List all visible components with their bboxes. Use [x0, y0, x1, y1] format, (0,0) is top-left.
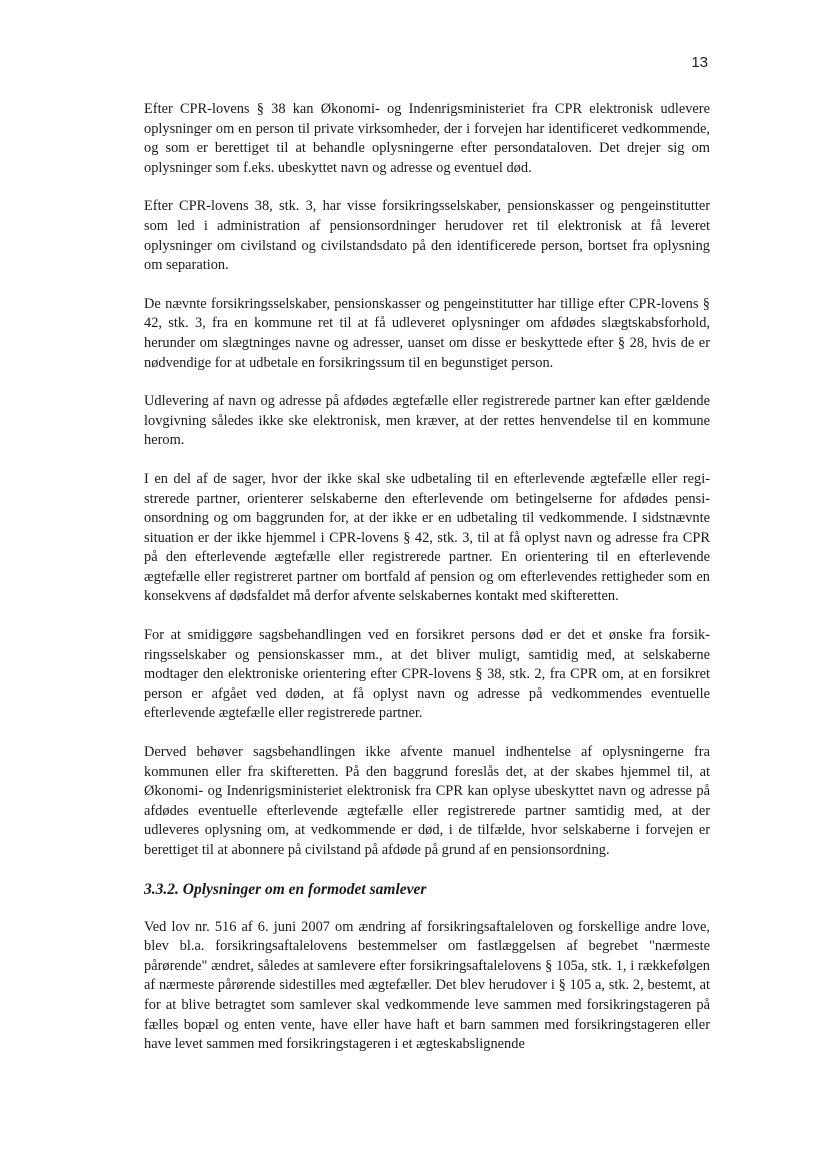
paragraph-cpr-42: De nævnte forsikringsselskaber, pensionskasser og pengeinstitutter har tillige efter CPR-lovens § 42, stk. 3, fra en kommune ret til at få udleveret oplysninger om afdødes slægtskabsforhold, herunder om slægtninges navne og adresser, uanset om disse er beskyttede efter § 28, hvis de er nødvendige for at udbetale en forsikringssum til en begunstiget person.: [144, 295, 710, 371]
page-body: [144, 100, 710, 1074]
paragraph-cpr-38: Efter CPR-lovens § 38 kan Økonomi- og Indenrigsministeriet fra CPR elektronisk udlevere oplysninger om en person til private virksomheder, der i forvejen har identificeret vedkommende, og som er berettiget til at behandle oplysningerne efter persondataloven. Det drejer sig om oplysninger som f.eks. ubeskyttet navn og adresse og eventuel død.: [144, 101, 710, 176]
paragraph-hjemmel: Derved behøver sagsbehandlingen ikke afvente manuel indhentelse af oplysningerne fra kommunen eller fra skifteretten. På den baggrund foreslås det, at der skabes hjemmel til, at Økonomi- og Indenrigsministeriet elektronisk fra CPR kan oplyse ubeskyttet navn og adresse på afdødes eventuelle efterlevende ægtefælle eller registrerede partner samtidig med, at der udleveres oplysning om, at vedkommende er død, i de tilfælde, hvor selskaberne i forvejen er berettiget til at abonnere på civilstand på afdøde på grund af en pensionsordning.: [144, 744, 710, 858]
paragraph-cpr-38-stk3: Efter CPR-lovens 38, stk. 3, har visse forsikringsselskaber, pensionskasser og pengeinstitutter som led i administration af pensionsordninger herudover ret til elektronisk at få leveret oplysninger om civilstand og civilstandsdato på den identificerede person, bortset fra oplysning om separation.: [144, 198, 710, 274]
section-heading: 3.3.2. Oplysninger om en formodet samlever: [144, 880, 427, 898]
page-number: 13: [691, 54, 708, 71]
paragraph-samlever: Ved lov nr. 516 af 6. juni 2007 om ændring af forsikringsaftaleloven og forskellige andre love, blev bl.a. forsikringsaftalelovens bestemmelser om fastlæggelsen af begrebet "nærmeste pårørende" ændret, således at samlevere efter forsikringsaftalelovens § 105a, stk. 1, i rækkefølgen af nærmeste pårørende sidestilles med ægtefæller. Det blev herudover i § 105 a, stk. 2, bestemt, at for at blive betragtet som samlever skal vedkommende leve sammen med forsikringstageren på fælles bopæl og enten vente, have eller have haft et barn sammen med forsikringstageren eller have levet sammen med forsikringstageren i et ægteskabslignende: [144, 918, 710, 1053]
paragraph-smidiggoere: For at smidiggøre sagsbehandlingen ved en forsikret persons død er det et ønske fra forsikringsselskaber og pensionskasser mm., at det bliver muligt, samtidig med, at selskaberne modtager den elektroniske orientering efter CPR-lovens § 38, stk. 2, fra CPR om, at en forsikret person er afgået ved døden, at få oplyst navn og adresse på vedkommendes eventuelle efterlevende ægtefælle eller registrerede partner.: [144, 627, 710, 722]
paragraph-udlevering: Udlevering af navn og adresse på afdødes ægtefælle eller registrerede partner kan efter gældende lovgivning således ikke ske elektronisk, men kræver, at der rettes henvendelse til en kommune herom.: [144, 393, 710, 449]
paragraph-orientering: I en del af de sager, hvor der ikke skal ske udbetaling til en efterlevende ægtefælle eller registrerede partner, orienterer selskaberne den efterlevende om betingelserne for afdødes pensionsordning og om baggrunden for, at der ikke er en udbetaling til vedkommende. I sidstnævnte situation er der ikke hjemmel i CPR-lovens § 42, stk. 3, til at få oplyst navn og adresse fra CPR på den efterlevende ægtefælle eller registrerede partner. En orientering til en efterlevende ægtefælle eller registreret partner om bortfald af pension og om efterlevendes rettigheder som en konsekvens af dødsfaldet må derfor afvente selskabernes kontakt med skifteretten.: [144, 470, 710, 605]
